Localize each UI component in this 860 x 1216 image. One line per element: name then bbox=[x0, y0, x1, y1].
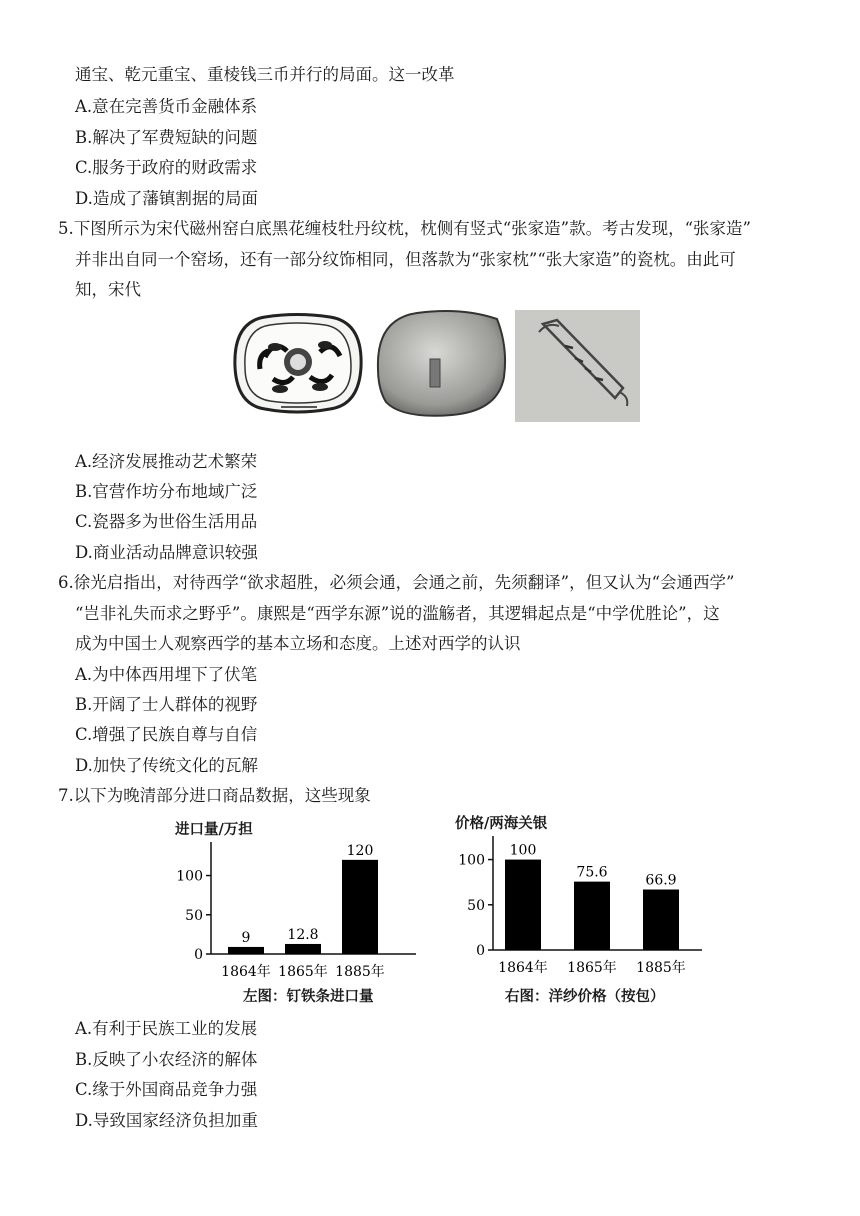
q6-stem-line-1: 6.徐光启指出，对待西学“欲求超胜，必须会通，会通之前，先须翻译”，但又认为“会通西学” bbox=[58, 573, 735, 592]
q4-option-c: C.服务于政府的财政需求 bbox=[75, 158, 258, 177]
q6-stem-line-2: “岂非礼失而求之野乎”。康熙是“西学东源”说的滥觞者，其逻辑起点是“中学优胜论”，这 bbox=[75, 604, 720, 623]
left-chart-y-tick-label: 100 bbox=[176, 868, 203, 885]
left-chart-ylabel: 进口量/万担 bbox=[175, 821, 253, 838]
q5-stem-line-3: 知，宋代 bbox=[75, 280, 141, 299]
right-chart-category-label: 1865年 bbox=[567, 960, 617, 976]
right-chart-y-tick-label: 100 bbox=[458, 852, 485, 869]
left-chart-bar bbox=[285, 944, 321, 954]
left-chart-category-label: 1865年 bbox=[278, 964, 328, 980]
right-chart-ylabel: 价格/两海关银 bbox=[455, 815, 548, 832]
q5-option-c: C.瓷器多为世俗生活用品 bbox=[75, 512, 258, 531]
left-chart-category-label: 1864年 bbox=[221, 964, 271, 980]
left-chart-data-label: 120 bbox=[346, 842, 374, 859]
q4-option-b: B.解决了军费短缺的问题 bbox=[75, 128, 258, 147]
left-chart-bar bbox=[342, 860, 378, 954]
q6-option-b: B.开阔了士人群体的视野 bbox=[75, 695, 258, 714]
q7-stem: 7.以下为晚清部分进口商品数据，这些现象 bbox=[58, 786, 371, 805]
q6-option-a: A.为中体西用埋下了伏笔 bbox=[75, 665, 258, 684]
q6-stem-line-3: 成为中国士人观察西学的基本立场和态度。上述对西学的认识 bbox=[75, 634, 521, 653]
left-chart-y-tick-label: 50 bbox=[185, 907, 203, 924]
right-chart-category-label: 1864年 bbox=[498, 960, 548, 976]
q7-option-a: A.有利于民族工业的发展 bbox=[75, 1019, 258, 1038]
right-chart bbox=[450, 832, 710, 982]
left-chart-y-tick-label: 0 bbox=[194, 947, 203, 963]
left-chart-caption: 左图：钉铁条进口量 bbox=[243, 988, 374, 1005]
right-chart-caption: 右图：洋纱价格（按包） bbox=[505, 988, 665, 1005]
q5-option-b: B.官营作坊分布地域广泛 bbox=[75, 482, 258, 501]
q4-option-d: D.造成了藩镇割据的局面 bbox=[75, 189, 258, 208]
q7-option-c: C.缘于外国商品竞争力强 bbox=[75, 1080, 258, 1099]
right-chart-y-tick-label: 0 bbox=[476, 943, 485, 959]
right-chart-bar bbox=[643, 889, 679, 950]
q7-option-d: D.导致国家经济负担加重 bbox=[75, 1111, 258, 1130]
q7-option-b: B.反映了小农经济的解体 bbox=[75, 1050, 258, 1069]
pillow-top-image bbox=[225, 307, 370, 420]
q4-option-a: A.意在完善货币金融体系 bbox=[75, 97, 258, 116]
right-chart-data-label: 75.6 bbox=[576, 864, 608, 881]
pillow-side-image bbox=[372, 307, 509, 420]
right-chart-y-tick-label: 50 bbox=[467, 897, 485, 914]
left-chart-category-label: 1885年 bbox=[335, 964, 385, 980]
right-chart-category-label: 1885年 bbox=[636, 960, 686, 976]
left-chart bbox=[170, 838, 420, 988]
q6-option-c: C.增强了民族自尊与自信 bbox=[75, 725, 258, 744]
right-chart-data-label: 66.9 bbox=[645, 872, 677, 889]
left-chart-bar bbox=[228, 947, 264, 954]
q5-option-a: A.经济发展推动艺术繁荣 bbox=[75, 452, 258, 471]
q6-option-d: D.加快了传统文化的瓦解 bbox=[75, 756, 258, 775]
q4-stem-tail: 通宝、乾元重宝、重棱钱三币并行的局面。这一改革 bbox=[75, 65, 455, 84]
right-chart-data-label: 100 bbox=[509, 842, 537, 859]
inscription-stamp-image bbox=[515, 310, 640, 422]
left-chart-data-label: 12.8 bbox=[287, 926, 319, 943]
q5-option-d: D.商业活动品牌意识较强 bbox=[75, 543, 258, 562]
q5-stem-line-1: 5.下图所示为宋代磁州窑白底黑花缠枝牡丹纹枕，枕侧有竖式“张家造”款。考古发现，“张家造” bbox=[58, 219, 751, 238]
q5-stem-line-2: 并非出自同一个窑场，还有一部分纹饰相同，但落款为“张家枕”“张大家造”的瓷枕。由此可 bbox=[75, 250, 736, 269]
right-chart-bar bbox=[574, 882, 610, 950]
right-chart-bar bbox=[505, 860, 541, 950]
left-chart-data-label: 9 bbox=[241, 929, 251, 946]
